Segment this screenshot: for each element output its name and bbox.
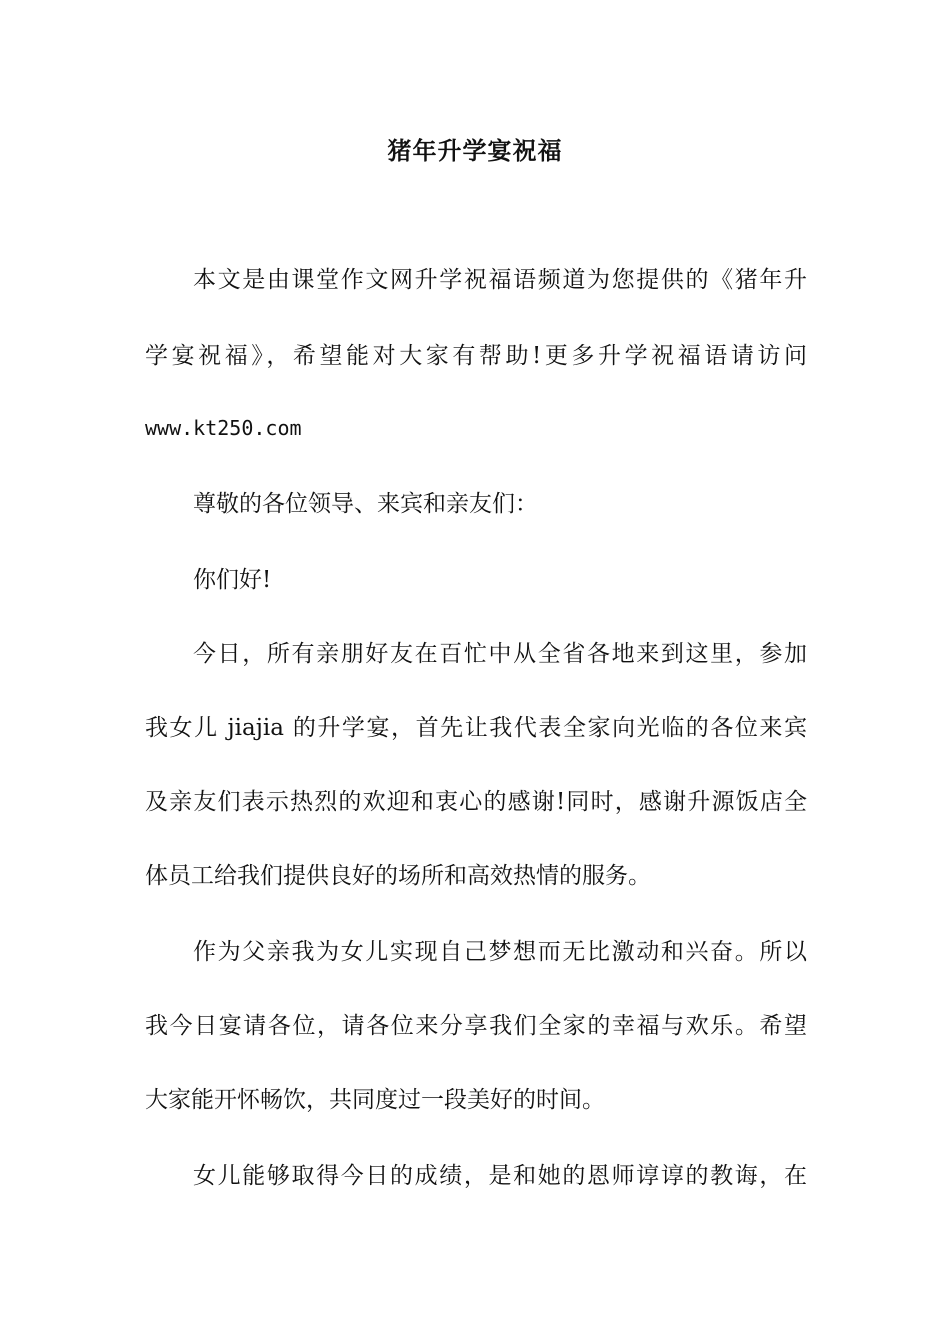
- paragraph-line: 体员工给我们提供良好的场所和高效热情的服务。: [145, 863, 651, 889]
- paragraph-line: 今日，所有亲朋好友在百忙中从全省各地来到这里，参加: [193, 641, 807, 667]
- greeting-line: 你们好!: [193, 567, 272, 593]
- paragraph-line: 女儿能够取得今日的成绩，是和她的恩师谆谆的教诲，在: [193, 1163, 807, 1189]
- paragraph-line: 作为父亲我为女儿实现自己梦想而无比激动和兴奋。所以: [193, 939, 807, 965]
- paragraph-line: 我女儿 jiajia 的升学宴，首先让我代表全家向光临的各位来宾: [145, 715, 807, 741]
- salutation-line: 尊敬的各位领导、来宾和亲友们：: [193, 491, 538, 517]
- paragraph-line-url: www.kt250.com: [145, 416, 302, 440]
- paragraph-line: 我今日宴请各位，请各位来分享我们全家的幸福与欢乐。希望: [145, 1013, 807, 1039]
- document-title: 猪年升学宴祝福: [387, 136, 563, 165]
- paragraph-line: 及亲友们表示热烈的欢迎和衷心的感谢!同时，感谢升源饭店全: [145, 789, 807, 815]
- paragraph-line: 学宴祝福》，希望能对大家有帮助!更多升学祝福语请访问: [145, 343, 807, 369]
- paragraph-line: 本文是由课堂作文网升学祝福语频道为您提供的《猪年升: [193, 267, 807, 293]
- paragraph-line: 大家能开怀畅饮，共同度过一段美好的时间。: [145, 1087, 605, 1113]
